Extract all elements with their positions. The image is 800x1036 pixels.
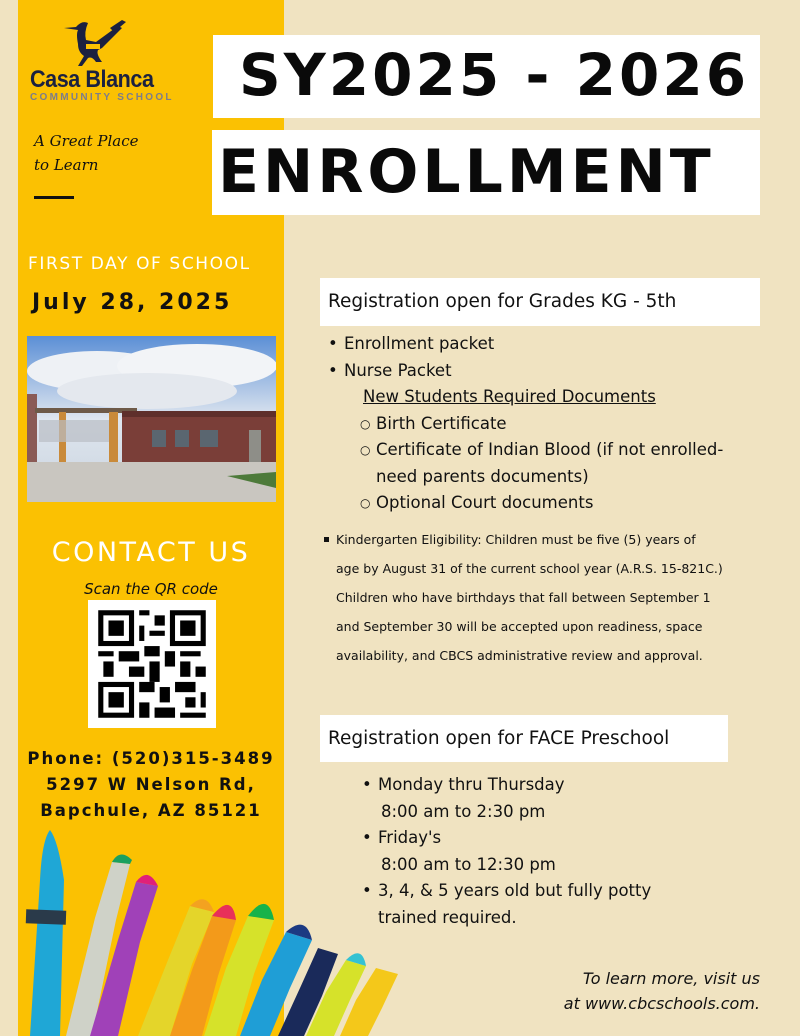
- crayons-image: [0, 820, 420, 1036]
- bullet-icon: •: [328, 334, 338, 353]
- preschool-heading: Registration open for FACE Preschool: [320, 715, 728, 762]
- bullet-icon: •: [362, 828, 372, 847]
- phone-number[interactable]: Phone: (520)315-3489: [27, 749, 275, 768]
- footer-note: [564, 966, 760, 1016]
- list-item-continued: 8:00 am to 12:30 pm: [381, 854, 556, 874]
- square-bullet-icon: [324, 537, 329, 542]
- title-banner-enrollment: [212, 130, 760, 215]
- list-item: ○ Certificate of Indian Blood (if not enrolled-: [360, 437, 723, 464]
- documents-subheading: New Students Required Documents: [363, 387, 656, 406]
- tagline-line1: A Great Place: [34, 132, 139, 150]
- list-item: • 3, 4, & 5 years old but fully potty: [362, 878, 651, 905]
- list-item: • Monday thru Thursday: [362, 772, 651, 799]
- scan-qr-text: Scan the QR code: [84, 580, 218, 598]
- title-year: SY2025 - 2026: [239, 41, 750, 109]
- title-banner-year: [213, 35, 760, 118]
- footer-line1: To learn more, visit us: [582, 969, 760, 988]
- bullet-icon: •: [362, 775, 372, 794]
- first-day-date: July 28, 2025: [32, 290, 233, 315]
- logo-name: Casa Blanca: [30, 66, 154, 93]
- qr-code-icon: [88, 600, 216, 728]
- kindergarten-eligibility: Kindergarten Eligibility: Children must be five (5) years of age by August 31 of the current school year (A.R.S. 15-821C.) Children who have birthdays that fall between September 1 and September 30 will be accepted upon readiness, space availability, and CBCS administrative review and approval.: [336, 525, 776, 670]
- bullet-icon: •: [328, 360, 338, 380]
- list-item-continued: 8:00 am to 2:30 pm: [381, 801, 546, 821]
- bullet-icon: •: [362, 881, 372, 900]
- address-line2: Bapchule, AZ 85121: [40, 801, 262, 820]
- grades-list: [328, 331, 723, 517]
- preschool-list: [362, 772, 651, 931]
- circle-bullet-icon: ○: [360, 496, 371, 510]
- list-item: • Enrollment packet: [328, 331, 723, 358]
- school-photo: [27, 336, 276, 502]
- address-line1: 5297 W Nelson Rd,: [46, 775, 256, 794]
- first-day-label: FIRST DAY OF SCHOOL: [28, 254, 251, 274]
- tagline: [34, 129, 138, 177]
- list-item: ○ Birth Certificate: [360, 411, 723, 438]
- logo-subtitle: COMMUNITY SCHOOL: [30, 92, 174, 103]
- grades-heading: Registration open for Grades KG - 5th: [320, 278, 760, 326]
- website-link[interactable]: at www.cbcschools.com.: [563, 994, 760, 1013]
- list-item-continued: trained required.: [378, 907, 517, 927]
- circle-bullet-icon: ○: [360, 416, 371, 431]
- list-item: • Friday's: [362, 825, 651, 852]
- tagline-line2: to Learn: [34, 156, 99, 174]
- contact-info: [18, 746, 284, 824]
- title-enrollment: ENROLLMENT: [218, 137, 715, 207]
- qr-code[interactable]: [88, 600, 216, 728]
- contact-heading: CONTACT US: [51, 537, 251, 568]
- list-item: • Nurse Packet: [328, 358, 723, 385]
- circle-bullet-icon: ○: [360, 443, 371, 457]
- list-item-continued: need parents documents): [376, 466, 589, 486]
- divider: [34, 196, 74, 199]
- school-logo: [30, 18, 175, 104]
- roadrunner-logo-icon: [62, 18, 142, 70]
- list-item: ○ Optional Court documents: [360, 490, 723, 517]
- crayon-blue-icon: [26, 830, 66, 1036]
